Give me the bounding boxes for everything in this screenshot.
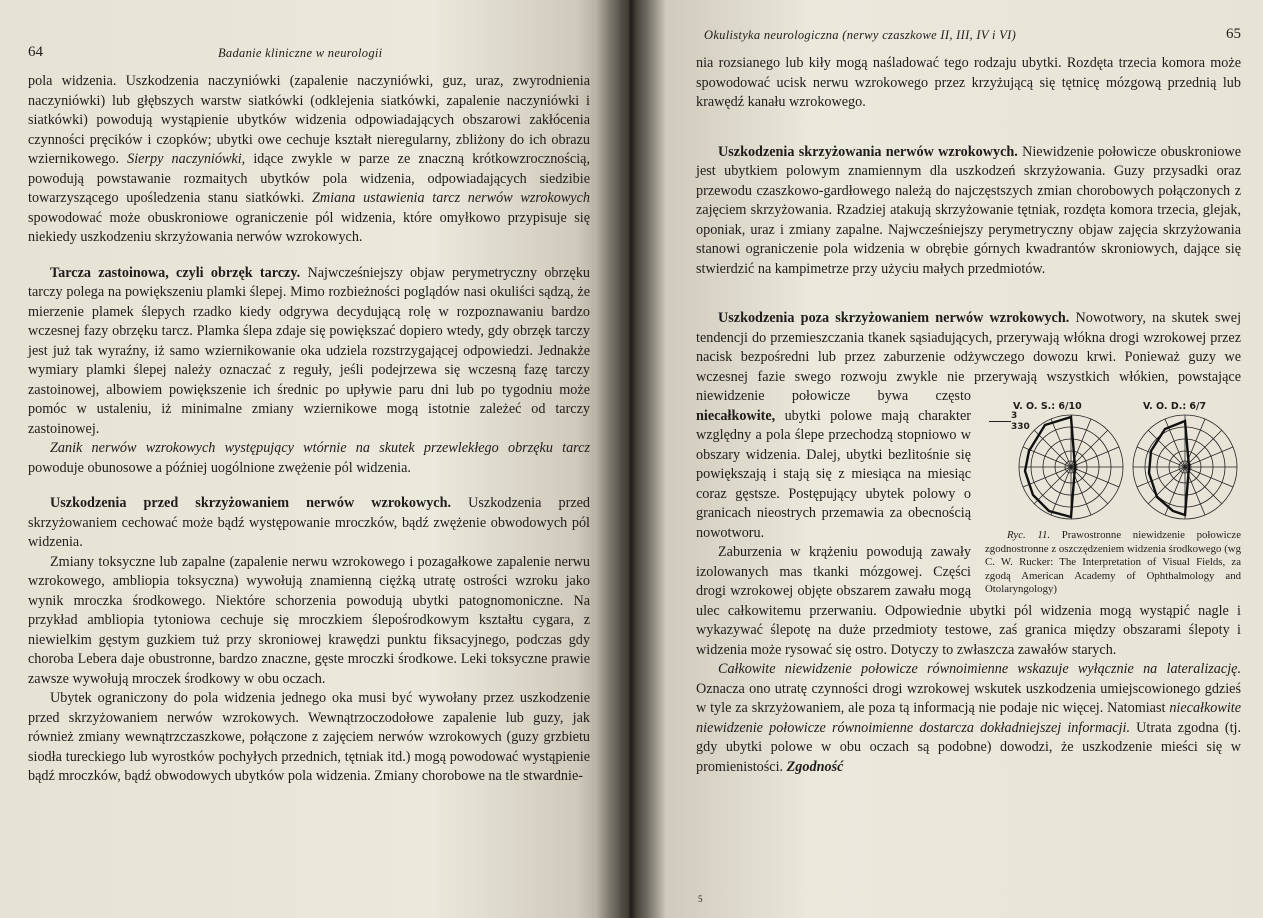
figure-visual-fields <box>985 397 1241 597</box>
left-paragraph-6: Ubytek ograniczony do pola widzenia jednego oka musi być wywołany przez uszkodzenie przed skrzyżowaniem nerwów wzrokowych. Wewnątrzoczodołowe zapalenie lub guzy, jak również zmiany wewnątrzczaszkowe, połączone z zajęciem nerwów wzrokowych (guzy grzbietu siodła tureckiego lub wyrostków pochyłych przednich, tętniak itd.) mogą powodować wystąpienie bądź mroczków, bądź obwodowych ubytków pola widzenia. Zmiany chorobowe na tle stwardnie- <box>28 690 590 784</box>
figure-test-fraction: $\frac{3}{330}$ <box>989 411 1011 432</box>
section-heading-tarcza: Tarcza zastoinowa, czyli obrzęk tarczy. <box>50 264 301 281</box>
right-paragraph-4: Zaburzenia w krążeniu powodują zawały izolowanych mas tkanki mózgowej. Części drogi wzrokowej objęte obszarem zawału mogą ulec całkowitemu przerwaniu. Odpowiednie ubytki pól widzenia mogą wystąpić nagle i wykazywać ślepotę na duże przedmioty testowe, zaś granica między obszarami ślepoty i widzenia może rysować się ostro. Dotyczy to zwłaszcza zawałów starych. <box>696 544 1241 658</box>
figure-label-left-eye: V. O. S.: 6/10 <box>1013 401 1082 412</box>
right-running-head: Okulistyka neurologiczna (nerwy czaszkowe II, III, IV i VI) <box>704 28 1017 42</box>
visual-field-chart <box>1015 411 1241 523</box>
figure-caption: Ryc. 11. Prawostronne niewidzenie połowicze zgodnostronne z oszczędzeniem widzenia środkowego (wg C. W. Rucker: The Interpretation of Visual Fields, za zgodą American Academy of Ophthalmology and Otolaryngology) <box>985 529 1242 595</box>
right-page <box>620 0 1263 918</box>
footer-mark: 5 <box>698 894 703 904</box>
left-page <box>0 0 620 918</box>
right-float-section <box>696 309 1241 660</box>
left-paragraph-3: Zanik nerwów wzrokowych występujący wtórnie na skutek przewlekłego obrzęku tarcz powoduje obunosowe a później uogólnione zwężenie pól widzenia. <box>28 440 590 476</box>
left-page-number: 64 <box>28 44 43 60</box>
section-heading-poza: Uszkodzenia poza skrzyżowaniem nerwów wzrokowych. <box>718 310 1070 326</box>
right-paragraph-1: nia rozsianego lub kiły mogą naśladować tego rodzaju ubytki. Rozdęta trzecia komora może spowodować ucisk nerwu wzrokowego przez krzyżującą się tętnicę mózgową przednią lub krawędź kanału wzrokowego. <box>696 55 1241 110</box>
left-page-header <box>28 44 590 66</box>
section-heading-skrzyzowanie: Uszkodzenia skrzyżowania nerwów wzrokowych. <box>718 143 1018 160</box>
right-page-header <box>696 26 1241 48</box>
right-paragraph-2: Uszkodzenia skrzyżowania nerwów wzrokowych. Niewidzenie połowicze obuskroniowe jest ubytkiem polowym znamiennym dla uszkodzeń skrzyżowania. Guzy przysadki oraz przewodu czaszkowo-gardłowego należą do najczęstszych zmian chorobowych połączonych z zajęciem skrzyżowania. Rzadziej atakują skrzyżowanie tętniak, rozdęta komora trzecia, glejak, oponiak, uraz i zmiany zapalne. Najwcześniejszy perymetryczny objaw zajęcia skrzyżowania stanowi ograniczenie pola widzenia w obrębie górnych kwadrantów skroniowych, dające się stwierdzić na kampimetrze przy użyciu małych przedmiotów. <box>696 143 1241 277</box>
left-paragraph-4: Uszkodzenia przed skrzyżowaniem nerwów wzrokowych. Uszkodzenia przed skrzyżowaniem cechować może bądź występowanie mroczków, bądź zwężenie obwodowych pól widzenia. <box>28 495 591 550</box>
figure-label-right-eye: V. O. D.: 6/7 <box>1143 401 1207 412</box>
left-paragraph-1: pola widzenia. Uszkodzenia naczyniówki (zapalenie naczyniówki, guz, uraz, zwyrodnienia naczyniówki) lub głębszych warstw siatkówki (odklejenia siatkówki, zapalenie naczyniówki i siatkówki) powodują wystąpienie ubytków widzenia odpowiadających obszarowi zakłócenia czynności pręcików i czopków; ubytki owe cechuje kształt nieregularny, zbliżony do ich obrazu wziernikowego. Sierpy naczyniówki, idące zwykle w parze ze znaczną krótkowzrocznością, powodują powstawanie rozmaitych ubytków pola widzenia, odpowiadających siedzibie towarzyszącego upośledzenia stanu siatkówki. Zmiana ustawienia tarcz nerwów wzrokowych spowodować może obuskroniowe ograniczenie pól widzenia, które omyłkowo przypisuje się niekiedy uszkodzeniu skrzyżowania nerwów wzrokowych. <box>28 73 590 245</box>
right-page-number: 65 <box>1226 26 1241 42</box>
right-paragraph-5: Całkowite niewidzenie połowicze równoimienne wskazuje wyłącznie na lateralizację. Oznacza ono utratę czynności drogi wzrokowej wskutek uszkodzenia umiejscowionego gdzieś w tyle za skrzyżowaniem, ale poza tą informacją nie podaje nic więcej. Natomiast niecałkowite niewidzenie połowicze równoimienne dostarcza dokładniejszej informacji. Utrata zgodna (tj. gdy ubytki polowe w obu oczach są podobne) dowodzi, że uszkodzenie mieści się w promienistości. Zgodność <box>696 661 1242 775</box>
book-gutter-shadow <box>596 0 666 918</box>
figure-eye-labels <box>985 397 1241 411</box>
left-paragraph-2: Tarcza zastoinowa, czyli obrzęk tarczy. Najwcześniejszy objaw perymetryczny obrzęku tarczy polega na powiększeniu plamki ślepej. Mimo rozbieżności poglądów nasi okuliści sądzą, że mierzenie plamek ślepych rzadko kiedy odgrywa decydującą rolę w rozpoznawaniu bardzo wczesnej fazy obrzęku tarcz. Plamka ślepa zdaje się powiększać dopiero wtedy, gdy obrzęk tarczy jest już tak wyraźny, iż samo wziernikowanie oka udziela rozstrzygającej odpowiedzi. Jednakże wymiary plamki ślepej należy oznaczać z reguły, jeśli podejrzewa się wczesną fazę tarczy zastoinowej, albowiem powiększenie ich średnic po upływie paru dni lub po tygodniu może pomóc w ustaleniu, iż minimalne zmiany wziernikowe mogą istotnie zależeć od tarczy zastoinowej. <box>28 264 591 437</box>
right-paragraph-3: Uszkodzenia poza skrzyżowaniem nerwów wzrokowych. Nowotwory, na skutek swej tendencji do przemieszczania tkanek sąsiadujących, przerywają włókna drogi wzrokowej przez nacisk bezpośredni lub przez zaburzenie odżywczego dowozu krwi. Ponieważ guzy we wczesnej fazie swego rozwoju zwykle nie przerywają wszystkich włókien, powstające niewidzenie połowicze bywa często V. O. S.: 6/10 V. O. D.: 6/7 $\frac{3}{330}$ Ryc. 11. Prawostronne niewidzenie połowicze zgodnostronne z oszczędzeniem widzenia środkowego (wg C. W. Rucker: The Interpretation of Visual Fields, za zgodą American Academy of Ophthalmology and Otolaryngology) niecałkowite, ubytki polowe mają charakter względny a pola ślepe przechodzą stopniowo w obszary widzenia. Dalej, ubytki bezlitośnie się powiększają i stają się z miesiąca na miesiąc coraz gęstsze. Postępujący ubytek polowy o granicach nieostrych przemawia za obecnością nowotworu. <box>696 310 1242 595</box>
left-paragraph-5: Zmiany toksyczne lub zapalne (zapalenie nerwu wzrokowego i pozagałkowe zapalenie nerwu wzrokowego, ambliopia toksyczna) wywołują znamienną ciężką utratę ostrości wzroku jako wynik mroczka środkowego. Niektóre schorzenia powodują ubytki patognomoniczne. Na przykład ambliopia tytoniowa cechuje się mroczkiem ślepośrodkowym kształtu cygara, z niewielkim gęstym guzkiem tuż przy skroniowej krawędzi punktu fiksacyjnego, podczas gdy choroba Lebera daje obustronne, bardzo znaczne, gęste mroczki środkowe. Leki toksyczne prawie zawsze wywołują mroczek środkowy w obu oczach. <box>28 553 590 687</box>
section-heading-przed: Uszkodzenia przed skrzyżowaniem nerwów wzrokowych. <box>50 495 452 511</box>
left-running-head: Badanie kliniczne w neurologii <box>218 46 383 60</box>
